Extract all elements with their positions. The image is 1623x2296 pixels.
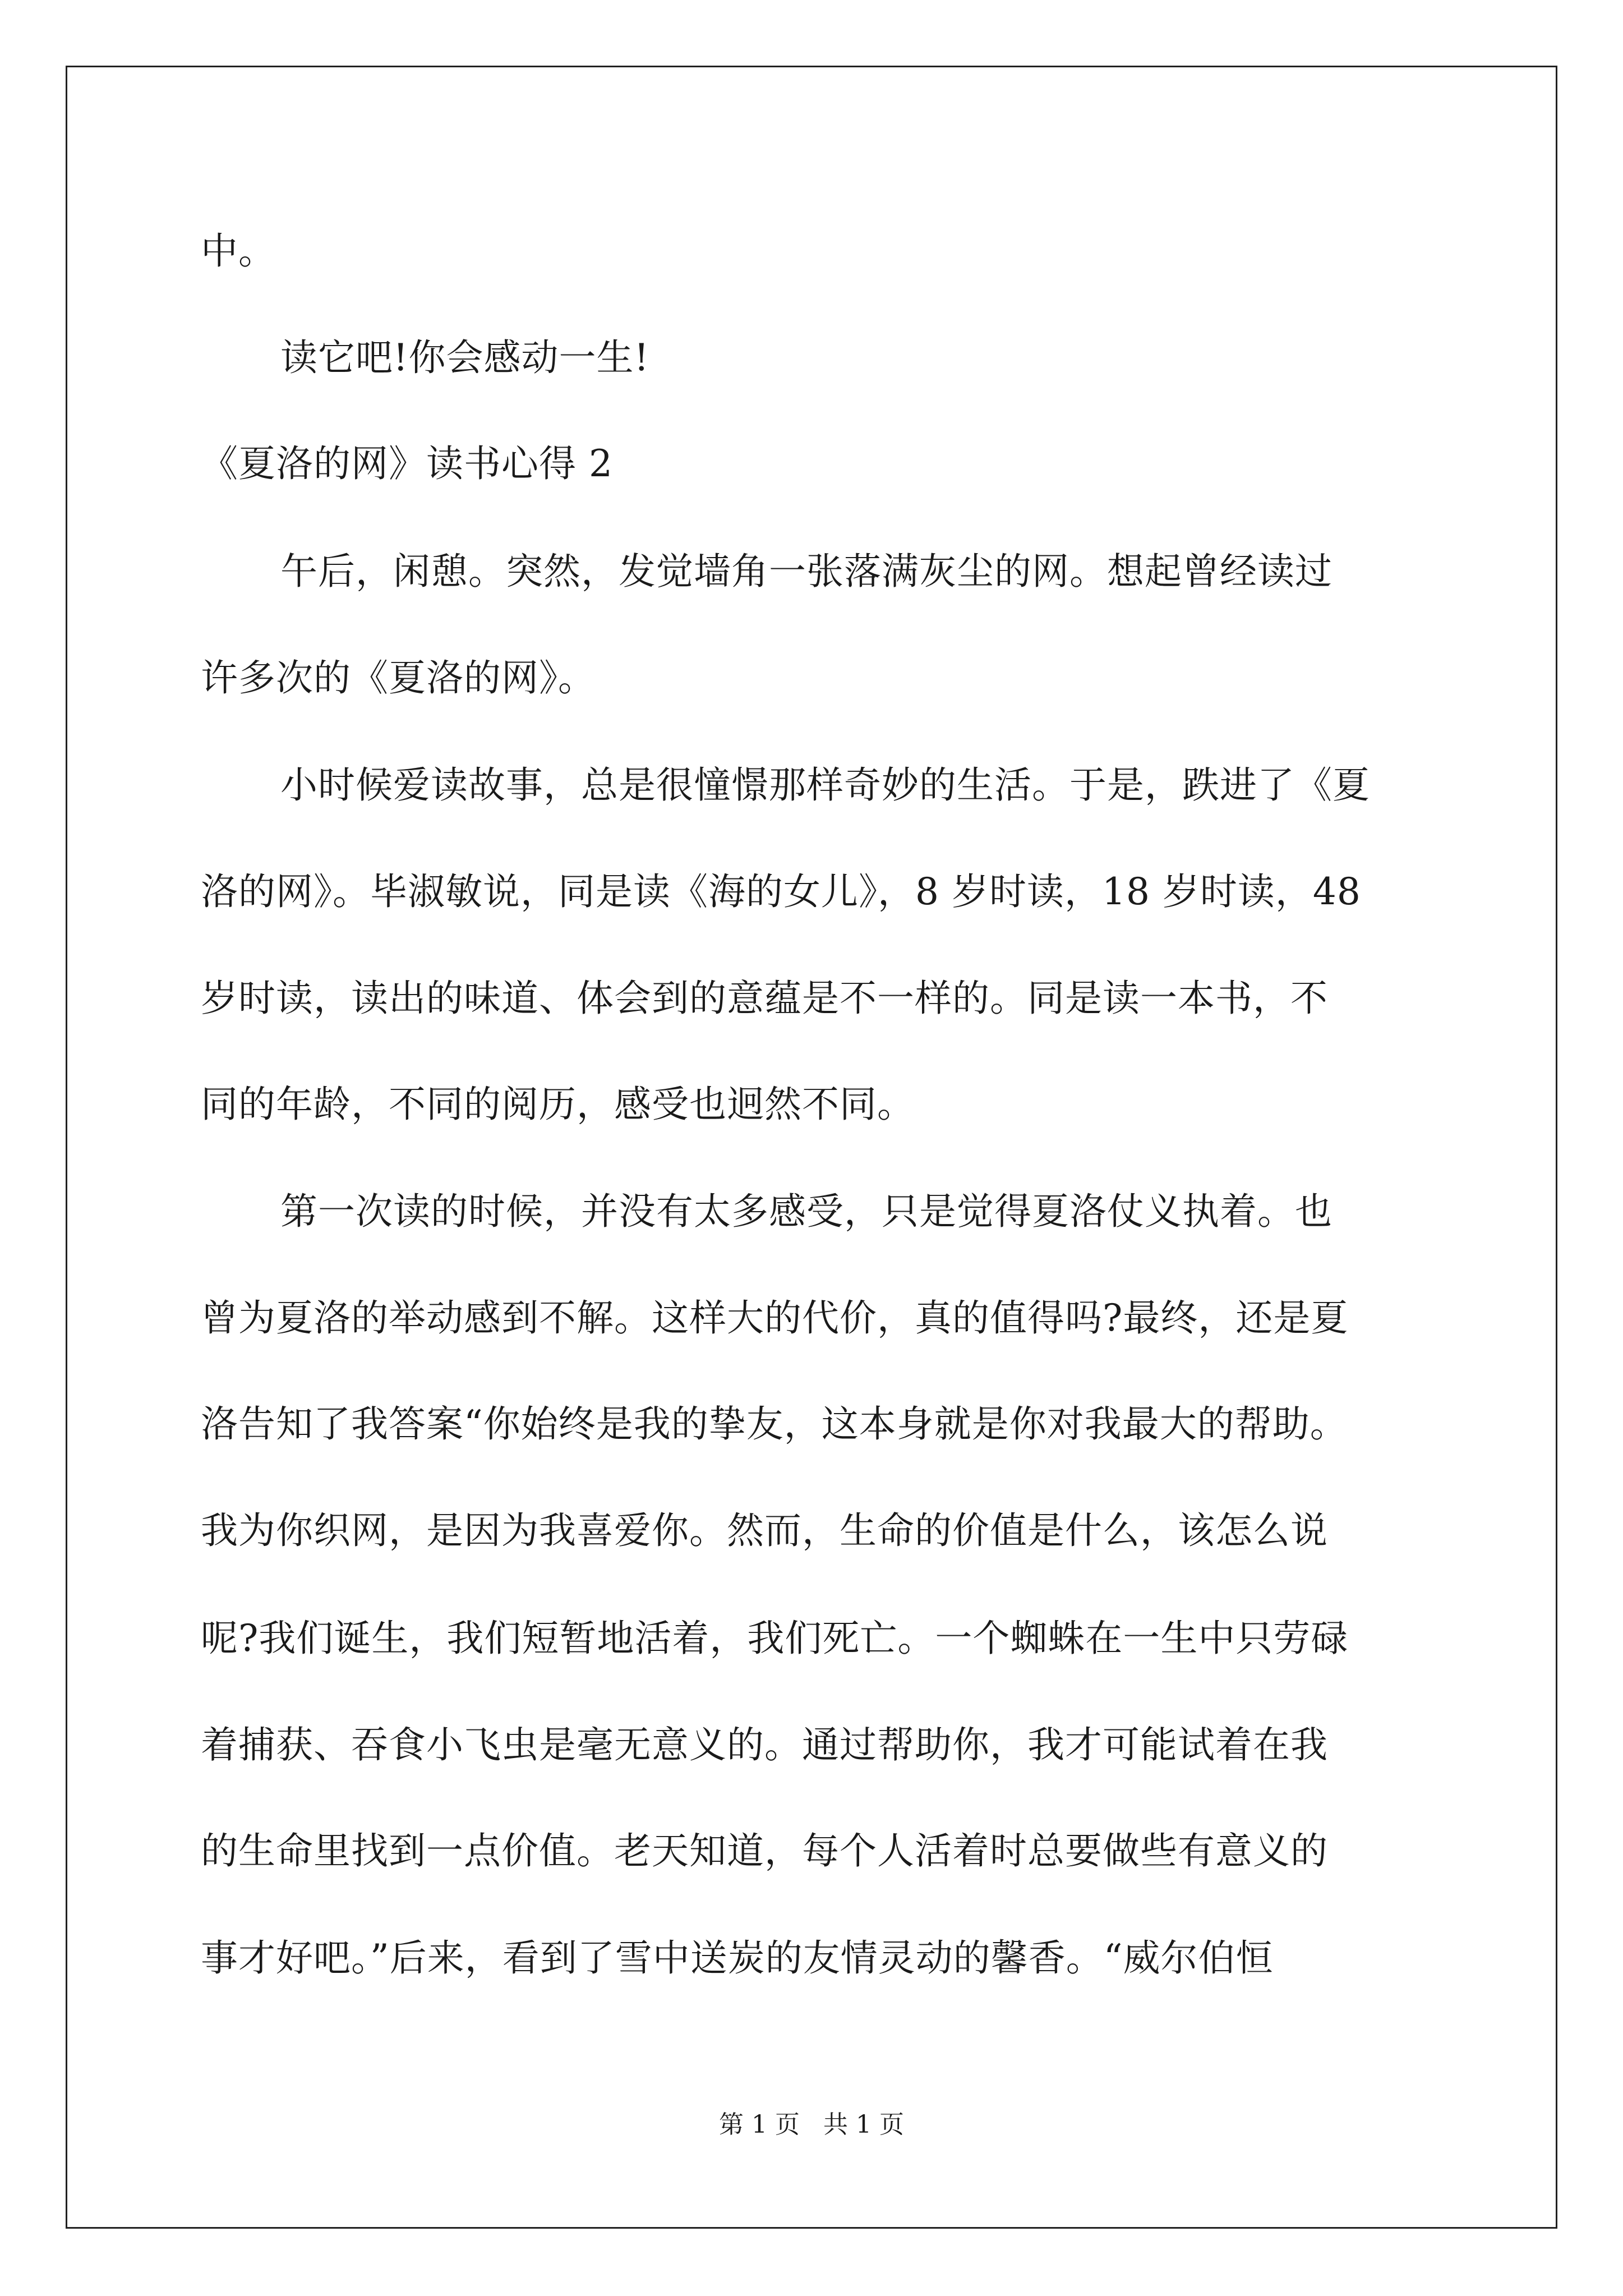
text-line: 我为你织网，是因为我喜爱你。然而，生命的价值是什么，该怎么说 [201,1509,1328,1552]
text-line: 第一次读的时候，并没有太多感受，只是觉得夏洛仗义执着。也 [280,1190,1332,1233]
text-line: 洛的网》。毕淑敏说，同是读《海的女儿》，8 岁时读，18 岁时读，48 [201,870,1361,913]
text-line: 岁时读，读出的味道、体会到的意蕴是不一样的。同是读一本书，不 [201,977,1328,1020]
text-line: 同的年龄，不同的阅历，感受也迥然不同。 [201,1083,915,1126]
text-line: 读它吧!你会感动一生! [280,336,650,379]
section-heading: 《夏洛的网》读书心得 2 [201,442,613,485]
text-line: 事才好吧。”后来，看到了雪中送炭的友情灵动的馨香。“威尔伯恒 [201,1936,1274,1980]
text-line: 曾为夏洛的举动感到不解。这样大的代价，真的值得吗?最终，还是夏 [201,1296,1349,1340]
page-footer: 第 1 页 共 1 页 [719,2110,904,2139]
text-line: 午后，闲憩。突然，发觉墙角一张落满灰尘的网。想起曾经读过 [280,550,1332,593]
text-line: 呢?我们诞生，我们短暂地活着，我们死亡。一个蜘蛛在一生中只劳碌 [201,1617,1349,1660]
text-line: 小时候爱读故事，总是很憧憬那样奇妙的生活。于是，跌进了《夏 [280,763,1370,807]
text-line: 着捕获、吞食小飞虫是毫无意义的。通过帮助你，我才可能试着在我 [201,1723,1328,1766]
page-border [66,66,1557,2229]
text-line: 中。 [201,229,276,273]
text-line: 的生命里找到一点价值。老天知道，每个人活着时总要做些有意义的 [201,1829,1328,1872]
text-line: 洛告知了我答案“你始终是我的挚友，这本身就是你对我最大的帮助。 [201,1402,1348,1446]
text-line: 许多次的《夏洛的网》。 [201,656,596,700]
